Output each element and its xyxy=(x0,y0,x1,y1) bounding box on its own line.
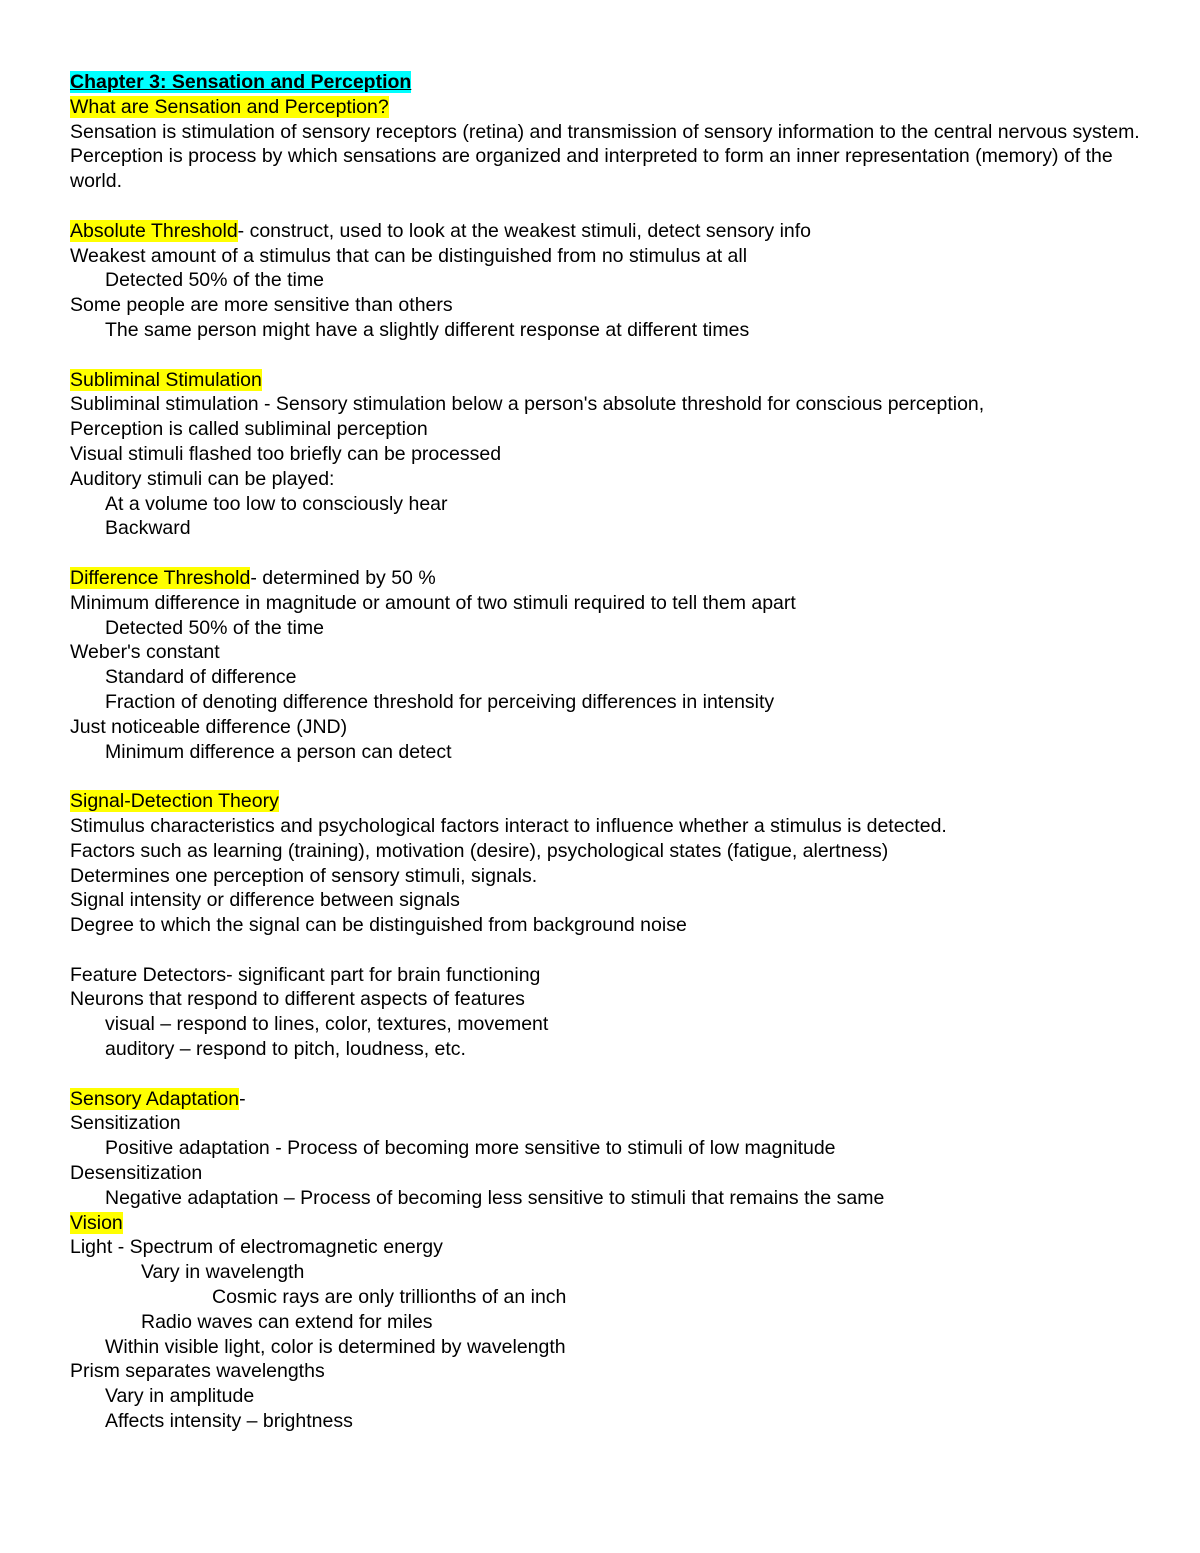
subliminal-heading-line xyxy=(70,368,1150,393)
difference-threshold-line: Just noticeable difference (JND) xyxy=(70,715,348,738)
absolute-threshold-heading-line xyxy=(70,219,1150,244)
feature-detectors-line: Feature Detectors- significant part for brain functioning xyxy=(70,963,541,986)
difference-threshold-line: Minimum difference a person can detect xyxy=(105,740,452,763)
vision-line: Prism separates wavelengths xyxy=(70,1360,325,1383)
perception-definition: Perception is process by which sensations are organized and interpreted to form an inner representation (memory) of the world. xyxy=(70,145,1113,193)
subliminal-line: Auditory stimuli can be played: xyxy=(70,467,335,490)
vision-line: Radio waves can extend for miles xyxy=(141,1310,433,1333)
signal-detection-heading-line xyxy=(70,789,1150,814)
document-page xyxy=(70,70,1150,1434)
difference-threshold-line: Weber's constant xyxy=(70,641,220,664)
signal-detection-line: Determines one perception of sensory stimuli, signals. xyxy=(70,864,538,887)
subliminal-line: Subliminal stimulation - Sensory stimulation below a person's absolute threshold for conscious perception, xyxy=(70,393,985,416)
signal-detection-line: Stimulus characteristics and psychological factors interact to influence whether a stimulus is detected. xyxy=(70,814,947,837)
signal-detection-line: Signal intensity or difference between signals xyxy=(70,889,460,912)
sensory-adaptation-line: Positive adaptation - Process of becoming more sensitive to stimuli of low magnitude xyxy=(105,1137,836,1160)
vision-line: Vary in wavelength xyxy=(141,1261,305,1284)
intro-heading: What are Sensation and Perception? xyxy=(70,95,389,118)
sensory-adaptation-heading: Sensory Adaptation xyxy=(70,1087,240,1110)
vision-line: Within visible light, color is determined by wavelength xyxy=(105,1335,566,1358)
sensory-adaptation-line: Desensitization xyxy=(70,1162,203,1185)
spacer xyxy=(70,938,1150,963)
feature-detectors-line: Neurons that respond to different aspects of features xyxy=(70,988,525,1011)
signal-detection-line: Degree to which the signal can be distinguished from background noise xyxy=(70,914,687,937)
sensory-adaptation-heading-line xyxy=(70,1087,1150,1112)
vision-line: Light - Spectrum of electromagnetic energy xyxy=(70,1236,443,1259)
vision-heading-line xyxy=(70,1211,1150,1236)
difference-threshold-line: Fraction of denoting difference threshold for perceiving differences in intensity xyxy=(105,690,775,713)
subliminal-line: Backward xyxy=(105,517,191,540)
absolute-threshold-line: Detected 50% of the time xyxy=(105,269,324,292)
spacer xyxy=(70,194,1150,219)
absolute-threshold-line: Some people are more sensitive than others xyxy=(70,294,453,317)
subliminal-heading: Subliminal Stimulation xyxy=(70,368,262,391)
difference-threshold-line: Standard of difference xyxy=(105,666,297,689)
signal-detection-line: Factors such as learning (training), motivation (desire), psychological states (fatigue, alertness) xyxy=(70,839,889,862)
sensation-definition: Sensation is stimulation of sensory receptors (retina) and transmission of sensory information to the central nervous system. xyxy=(70,120,1140,143)
spacer xyxy=(70,764,1150,789)
difference-threshold-heading: Difference Threshold xyxy=(70,566,251,589)
vision-heading: Vision xyxy=(70,1211,123,1234)
difference-threshold-heading-line xyxy=(70,566,1150,591)
signal-detection-heading: Signal-Detection Theory xyxy=(70,790,279,813)
subliminal-line: Perception is called subliminal perception xyxy=(70,418,428,441)
vision-line: Affects intensity – brightness xyxy=(105,1410,353,1433)
absolute-threshold-heading: Absolute Threshold xyxy=(70,219,238,242)
sensory-adaptation-line: Negative adaptation – Process of becoming less sensitive to stimuli that remains the same xyxy=(105,1186,885,1209)
spacer xyxy=(70,541,1150,566)
absolute-threshold-line: Weakest amount of a stimulus that can be distinguished from no stimulus at all xyxy=(70,244,748,267)
difference-threshold-line: Minimum difference in magnitude or amount of two stimuli required to tell them apart xyxy=(70,591,796,614)
subliminal-line: At a volume too low to consciously hear xyxy=(105,492,448,515)
feature-detectors-line: auditory – respond to pitch, loudness, etc. xyxy=(105,1038,466,1061)
spacer xyxy=(70,343,1150,368)
difference-threshold-heading-rest: - determined by 50 % xyxy=(250,566,436,589)
absolute-threshold-heading-rest: - construct, used to look at the weakest stimuli, detect sensory info xyxy=(237,219,812,242)
spacer xyxy=(70,1062,1150,1087)
sensory-adaptation-heading-rest: - xyxy=(239,1087,246,1110)
vision-line: Vary in amplitude xyxy=(105,1385,255,1408)
intro-heading-line xyxy=(70,95,1150,120)
absolute-threshold-line: The same person might have a slightly different response at different times xyxy=(105,318,750,341)
feature-detectors-line: visual – respond to lines, color, textures, movement xyxy=(105,1013,549,1036)
difference-threshold-line: Detected 50% of the time xyxy=(105,616,324,639)
chapter-title: Chapter 3: Sensation and Perception xyxy=(70,71,412,93)
chapter-title-line xyxy=(70,70,1150,95)
subliminal-line: Visual stimuli flashed too briefly can be processed xyxy=(70,442,502,465)
vision-line: Cosmic rays are only trillionths of an inch xyxy=(212,1286,567,1309)
sensory-adaptation-line: Sensitization xyxy=(70,1112,181,1135)
